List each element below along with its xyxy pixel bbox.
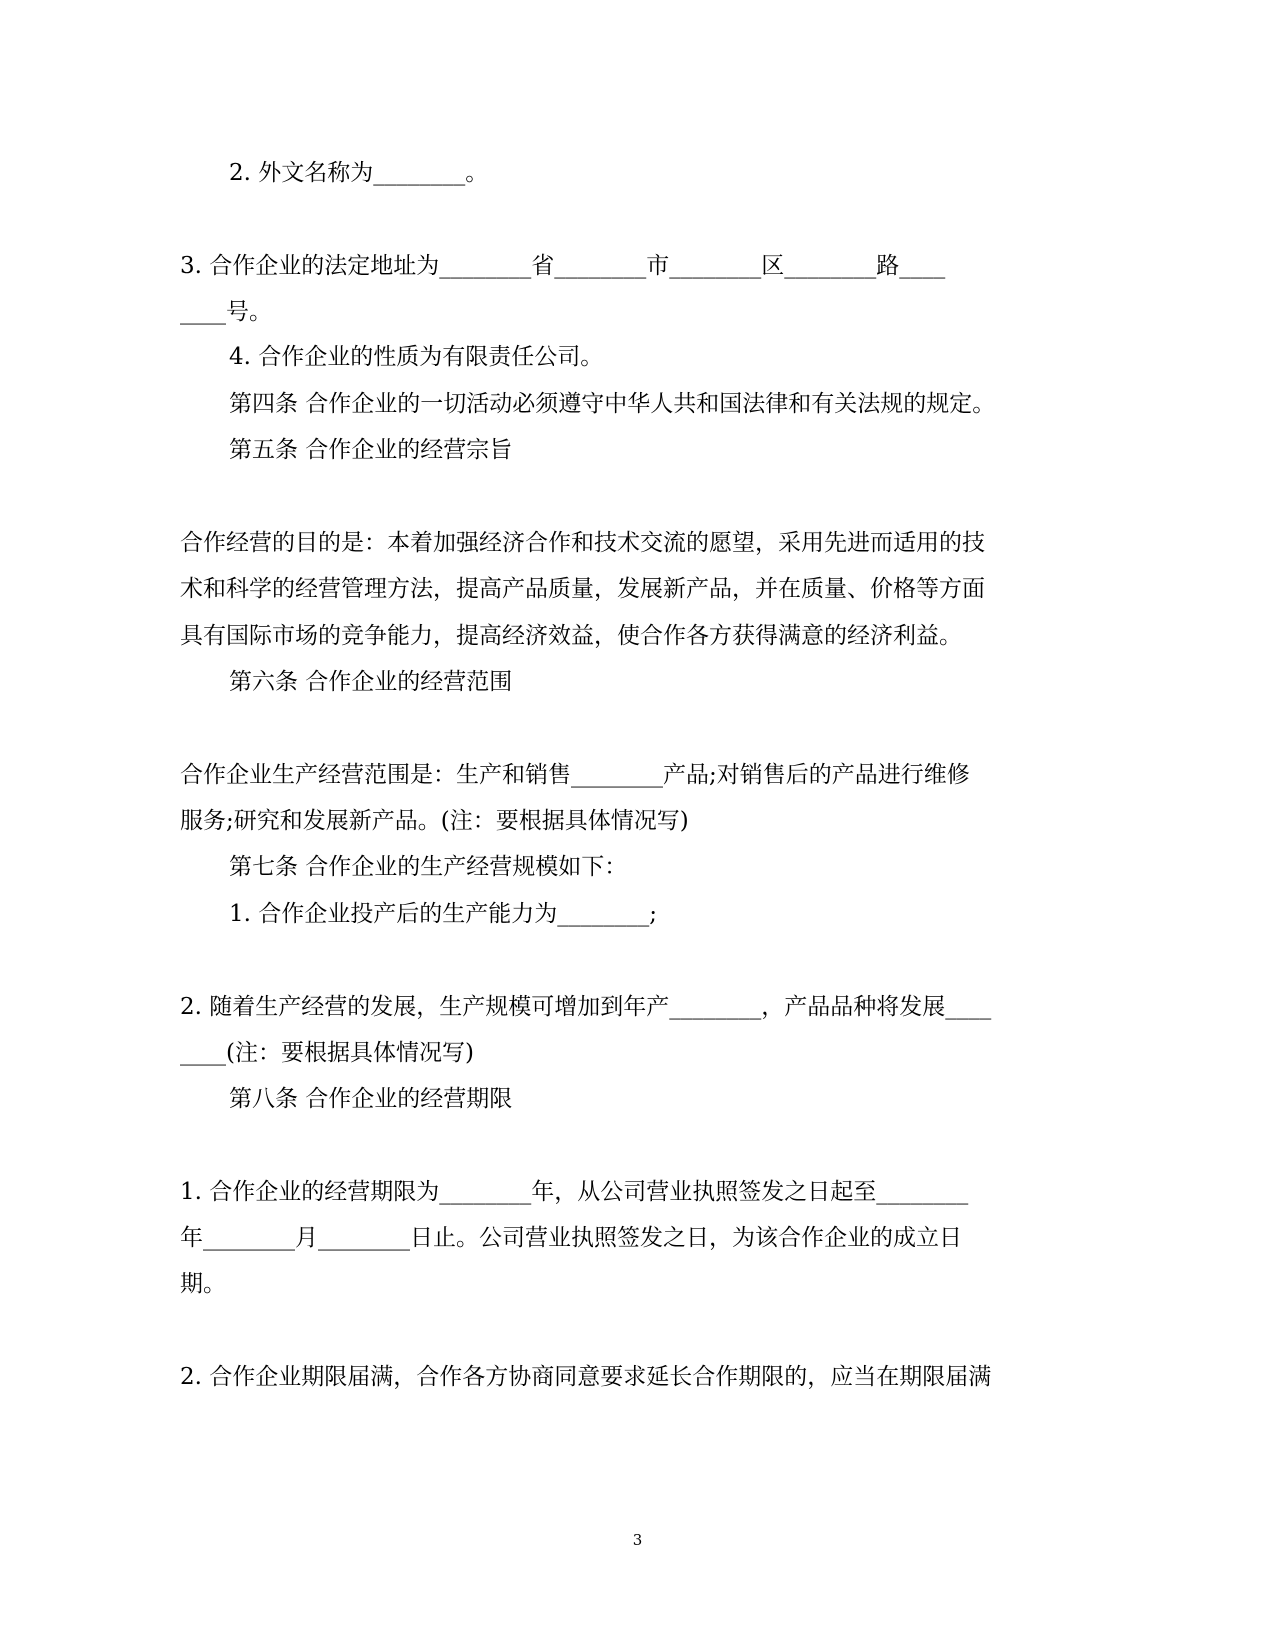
scale-item-2-cont: ____(注：要根据具体情况写)	[180, 1040, 474, 1066]
clause-legal-address-cont: ____号。	[180, 299, 272, 325]
page-number: 3	[632, 1531, 643, 1549]
scope-line-1: 合作企业生产经营范围是：生产和销售________产品;对销售后的产品进行维修	[180, 762, 970, 788]
scale-item-1: 1. 合作企业投产后的生产能力为________;	[229, 901, 658, 927]
purpose-line-1: 合作经营的目的是：本着加强经济合作和技术交流的愿望，采用先进而适用的技	[180, 530, 985, 556]
term-item-1-cont: 年________月________日止。公司营业执照签发之日，为该合作企业的成立日	[180, 1225, 962, 1251]
scale-item-2: 2. 随着生产经营的发展，生产规模可增加到年产________，产品品种将发展____	[180, 994, 992, 1020]
article-5-heading: 第五条 合作企业的经营宗旨	[229, 437, 513, 463]
article-7-heading: 第七条 合作企业的生产经营规模如下：	[229, 854, 628, 880]
term-item-1: 1. 合作企业的经营期限为________年，从公司营业执照签发之日起至________	[180, 1179, 969, 1205]
purpose-line-3: 具有国际市场的竞争能力，提高经济效益，使合作各方获得满意的经济利益。	[180, 623, 962, 649]
article-4: 第四条 合作企业的一切活动必须遵守中华人共和国法律和有关法规的规定。	[229, 391, 996, 417]
term-item-1-end: 期。	[180, 1271, 226, 1297]
purpose-line-2: 术和科学的经营管理方法，提高产品质量，发展新产品，并在质量、价格等方面	[180, 576, 985, 602]
article-6-heading: 第六条 合作企业的经营范围	[229, 669, 513, 695]
clause-company-nature: 4. 合作企业的性质为有限责任公司。	[229, 344, 604, 370]
clause-legal-address: 3. 合作企业的法定地址为________省________市________区________路____	[180, 253, 946, 279]
clause-foreign-name: 2. 外文名称为________。	[229, 160, 489, 186]
scope-line-2: 服务;研究和发展新产品。(注：要根据具体情况写)	[180, 808, 689, 834]
article-8-heading: 第八条 合作企业的经营期限	[229, 1086, 513, 1112]
term-item-2: 2. 合作企业期限届满，合作各方协商同意要求延长合作期限的，应当在期限届满	[180, 1364, 992, 1390]
